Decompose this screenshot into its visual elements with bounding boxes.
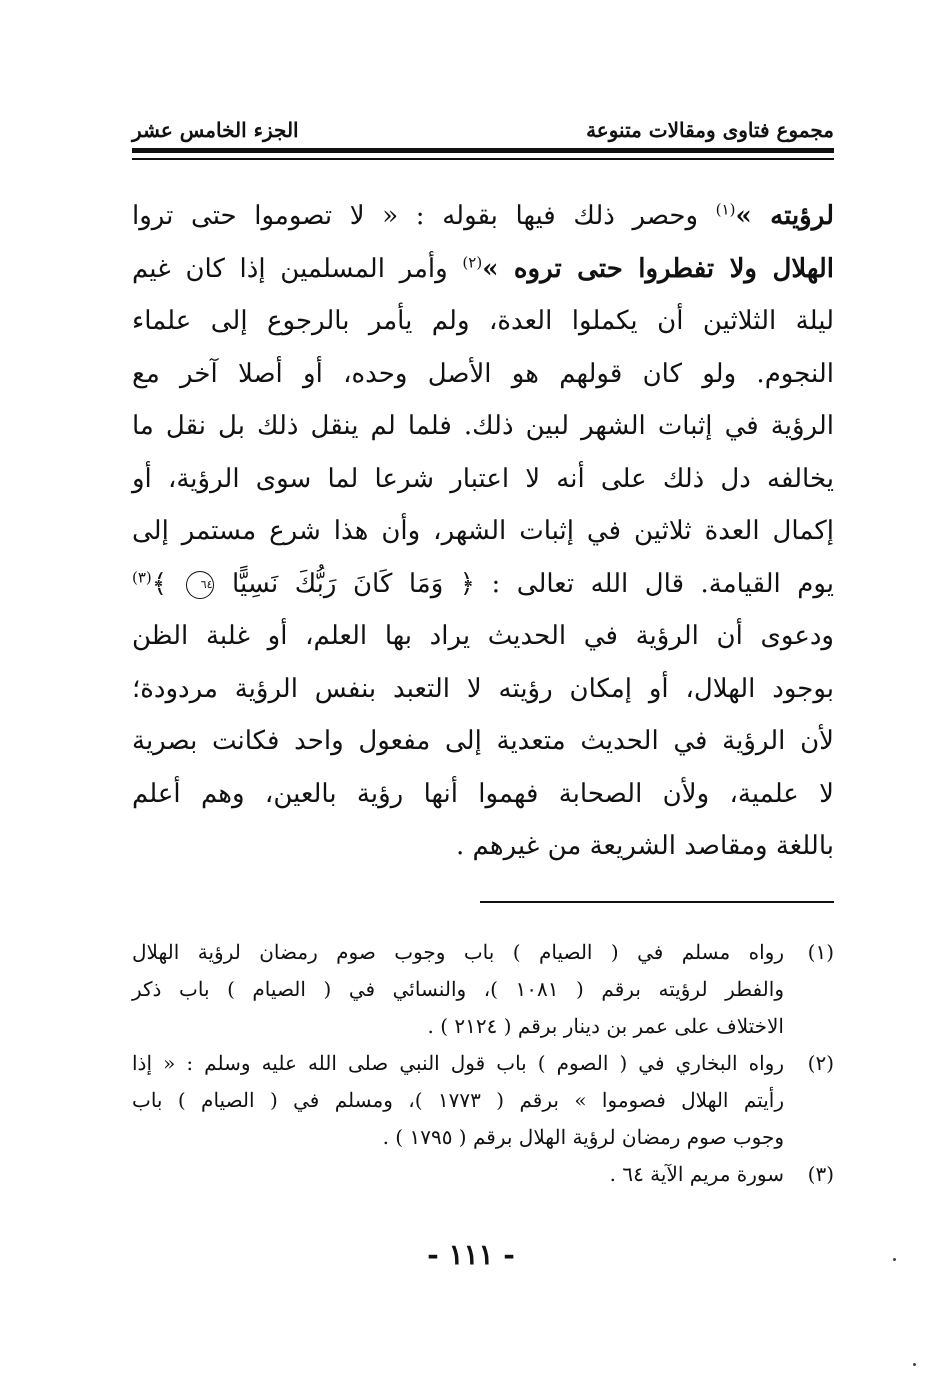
scan-speck — [893, 1258, 896, 1261]
footnote-line: سورة مريم الآية ٦٤ . — [609, 1162, 784, 1186]
text-line: الرؤية في إثبات الشهر لبين ذلك. فلما لم ينقل ذلك بل نقل ما — [132, 411, 834, 441]
text-line: يخالفه دل ذلك على أنه لا اعتبار شرعا لما سوى الرؤية، أو — [132, 463, 834, 494]
footnotes — [132, 934, 834, 1193]
book-title: مجموع فتاوى ومقالات متنوعة — [586, 118, 834, 142]
footnote-line: وجوب صوم رمضان لرؤية الهلال برقم ( ١٧٩٥ ) . — [382, 1125, 784, 1149]
footnote-2 — [132, 1045, 834, 1156]
text-line: لرؤيته »$^{(١)}$ وحصر ذلك فيها بقوله : « لا تصوموا حتى تروا — [132, 200, 834, 231]
text-line: النجوم. ولو كان قولهم هو الأصل وحده، أو أصلا آخر مع — [132, 358, 834, 389]
footnote-ref: (٣) — [132, 567, 152, 586]
footnote-1 — [132, 934, 834, 1045]
text-line: باللغة ومقاصد الشريعة من غيرهم . — [456, 831, 834, 861]
footnote-ref: (٢) — [462, 252, 483, 271]
footnote-number: (١) — [807, 940, 834, 964]
ayah-number-mark: ٦٤ — [186, 571, 214, 599]
footnote-line: والفطر لرؤيته برقم ( ١٠٨١ )، والنسائي في ( الصيام ) باب ذكر — [132, 977, 784, 1001]
footnote-line: الاختلاف على عمر بن دينار برقم ( ٢١٢٤ ) . — [427, 1014, 784, 1038]
footnote-number: (٢) — [807, 1051, 834, 1075]
text-line: إكمال العدة ثلاثين في إثبات الشهر، وأن هذا شرع مستمر إلى — [132, 516, 834, 546]
footnote-number: (٣) — [807, 1162, 834, 1186]
footnote-line: رأيتم الهلال فصوموا » برقم ( ١٧٧٣ )، ومسلم في ( الصيام ) باب — [132, 1088, 784, 1112]
footnote-line: رواه مسلم في ( الصيام ) باب وجوب صوم رمضان لرؤية الهلال — [132, 940, 784, 964]
text-line: لا علمية، ولأن الصحابة فهموا أنها رؤية بالعين، وهم أعلم — [132, 778, 834, 809]
main-text — [132, 190, 834, 873]
scan-speck — [913, 1363, 916, 1366]
text-line: بوجود الهلال، أو إمكان رؤيته لا التعبد بنفس الرؤية مردودة؛ — [132, 673, 834, 704]
footnote-line: رواه البخاري في ( الصوم ) باب قول النبي صلى الله عليه وسلم : « إذا — [132, 1051, 784, 1075]
header-rule-thick — [132, 148, 834, 153]
text-line: الهلال ولا تفطروا حتى تروه »$^{(٢)}$ وأمر المسلمين إذا كان غيم — [132, 252, 835, 284]
running-header — [132, 112, 834, 142]
text-line: ليلة الثلاثين أن يكملوا العدة، ولم يأمر بالرجوع إلى علماء — [132, 306, 834, 336]
footnote-3 — [132, 1156, 834, 1193]
volume-label: الجزء الخامس عشر — [132, 118, 299, 142]
text-line: يوم القيامة. قال الله تعالى : ﴿ وَمَا كَانَ رَبُّكَ نَسِيًّا ٦٤ ﴾$^{(٣)}$ — [132, 567, 835, 599]
text-line: ودعوى أن الرؤية في الحديث يراد بها العلم، أو غلبة الظن — [132, 621, 834, 651]
header-rule-thin — [132, 158, 834, 160]
text-line: لأن الرؤية في الحديث متعدية إلى مفعول واحد فكانت بصرية — [132, 726, 834, 756]
footnote-ref: (١) — [715, 200, 736, 219]
footnote-separator — [480, 901, 834, 903]
page-number: - ١١١ - — [427, 1238, 515, 1271]
